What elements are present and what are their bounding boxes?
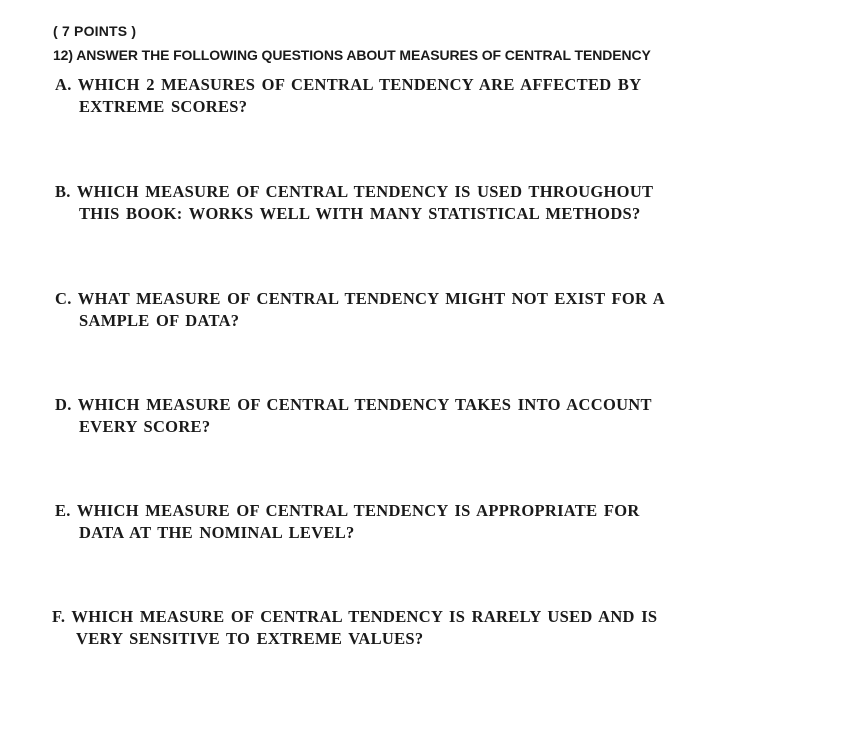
question-c-line1: C. WHAT MEASURE OF CENTRAL TENDENCY MIGHT NOT EXIST FOR A [55, 289, 665, 308]
question-d-line1: D. WHICH MEASURE OF CENTRAL TENDENCY TAKES INTO ACCOUNT [55, 395, 652, 414]
question-d-line2: EVERY SCORE? [79, 417, 211, 436]
question-a-line2: EXTREME SCORES? [79, 97, 248, 116]
question-b-line2: THIS BOOK: WORKS WELL WITH MANY STATISTICAL METHODS? [79, 204, 641, 223]
question-e [55, 500, 775, 544]
question-title: 12) ANSWER THE FOLLOWING QUESTIONS ABOUT MEASURES OF CENTRAL TENDENCY [53, 47, 651, 63]
question-e-line1: E. WHICH MEASURE OF CENTRAL TENDENCY IS APPROPRIATE FOR [55, 501, 640, 520]
question-d [55, 394, 775, 438]
question-f [52, 606, 772, 650]
question-e-line2: DATA AT THE NOMINAL LEVEL? [79, 523, 355, 542]
question-b-line1: B. WHICH MEASURE OF CENTRAL TENDENCY IS USED THROUGHOUT [55, 182, 654, 201]
question-c-line2: SAMPLE OF DATA? [79, 311, 240, 330]
worksheet-header [53, 19, 651, 67]
question-a-line1: A. WHICH 2 MEASURES OF CENTRAL TENDENCY ARE AFFECTED BY [55, 75, 642, 94]
points-label: ( 7 POINTS ) [53, 23, 137, 39]
question-b [55, 181, 775, 225]
question-f-line2: VERY SENSITIVE TO EXTREME VALUES? [76, 629, 424, 648]
question-c [55, 288, 775, 332]
question-a [55, 74, 775, 118]
question-f-line1: F. WHICH MEASURE OF CENTRAL TENDENCY IS RARELY USED AND IS [52, 607, 658, 626]
